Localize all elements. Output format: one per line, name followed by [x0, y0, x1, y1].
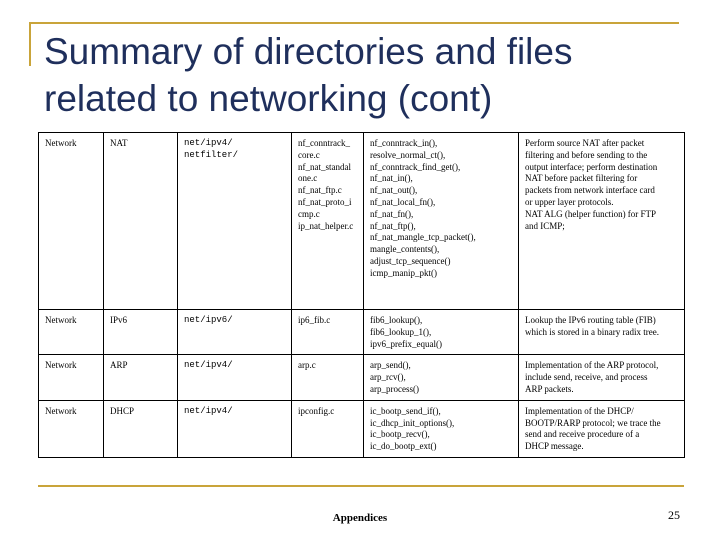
- cell-functions: arp_send(), arp_rcv(), arp_process(): [364, 355, 519, 400]
- cell-files: ip6_fib.c: [292, 310, 364, 355]
- cell-files: arp.c: [292, 355, 364, 400]
- cell-directory: net/ipv4/: [178, 400, 292, 457]
- cell-category: Network: [39, 355, 104, 400]
- cell-functions: fib6_lookup(), fib6_lookup_1(), ipv6_prefix_equal(): [364, 310, 519, 355]
- cell-files: nf_conntrack_ core.c nf_nat_standal one.c nf_nat_ftp.c nf_nat_proto_i cmp.c ip_nat_helper.c: [292, 133, 364, 310]
- cell-directory: net/ipv6/: [178, 310, 292, 355]
- cell-category: Network: [39, 133, 104, 310]
- table-row-dhcp: [39, 400, 685, 457]
- cell-category: Network: [39, 310, 104, 355]
- cell-description: Implementation of the ARP protocol, include send, receive, and process ARP packets.: [519, 355, 685, 400]
- cell-description: Perform source NAT after packet filtering and before sending to the output interface; perform destination NAT before packet filtering for packets from network interface card or upper layer protocols. NAT ALG (helper function) for FTP and ICMP;: [519, 133, 685, 310]
- table-row-nat: [39, 133, 685, 310]
- title-accent-vertical: [29, 22, 31, 66]
- page-number: 25: [668, 508, 680, 522]
- cell-protocol: IPv6: [104, 310, 178, 355]
- footer-label: Appendices: [332, 512, 388, 524]
- cell-directory: net/ipv4/: [178, 355, 292, 400]
- footer-divider: [38, 485, 684, 487]
- cell-category: Network: [39, 400, 104, 457]
- cell-protocol: ARP: [104, 355, 178, 400]
- slide-title-line-1: Summary of directories and files: [44, 31, 573, 72]
- slide-title-line-2: related to networking (cont): [44, 78, 493, 119]
- cell-functions: ic_bootp_send_if(), ic_dhcp_init_options(), ic_bootp_recv(), ic_do_bootp_ext(): [364, 400, 519, 457]
- cell-description: Lookup the IPv6 routing table (FIB) which is stored in a binary radix tree.: [519, 310, 685, 355]
- cell-description: Implementation of the DHCP/ BOOTP/RARP protocol; we trace the send and receive procedure of a DHCP message.: [519, 400, 685, 457]
- cell-files: ipconfig.c: [292, 400, 364, 457]
- cell-protocol: NAT: [104, 133, 178, 310]
- cell-functions: nf_conntrack_in(), resolve_normal_ct(), nf_conntrack_find_get(), nf_nat_in(), nf_nat_out(), nf_nat_local_fn(), nf_nat_fn(), nf_nat_ftp(), nf_nat_mangle_tcp_packet(), mangle_contents(), adjust_tcp_sequence() icmp_manip_pkt(): [364, 133, 519, 310]
- title-accent-horizontal: [29, 22, 679, 24]
- networking-summary-table: [38, 132, 685, 458]
- slide-title: [44, 28, 684, 122]
- cell-directory: net/ipv4/ netfilter/: [178, 133, 292, 310]
- table-row-arp: [39, 355, 685, 400]
- table-row-ipv6: [39, 310, 685, 355]
- cell-protocol: DHCP: [104, 400, 178, 457]
